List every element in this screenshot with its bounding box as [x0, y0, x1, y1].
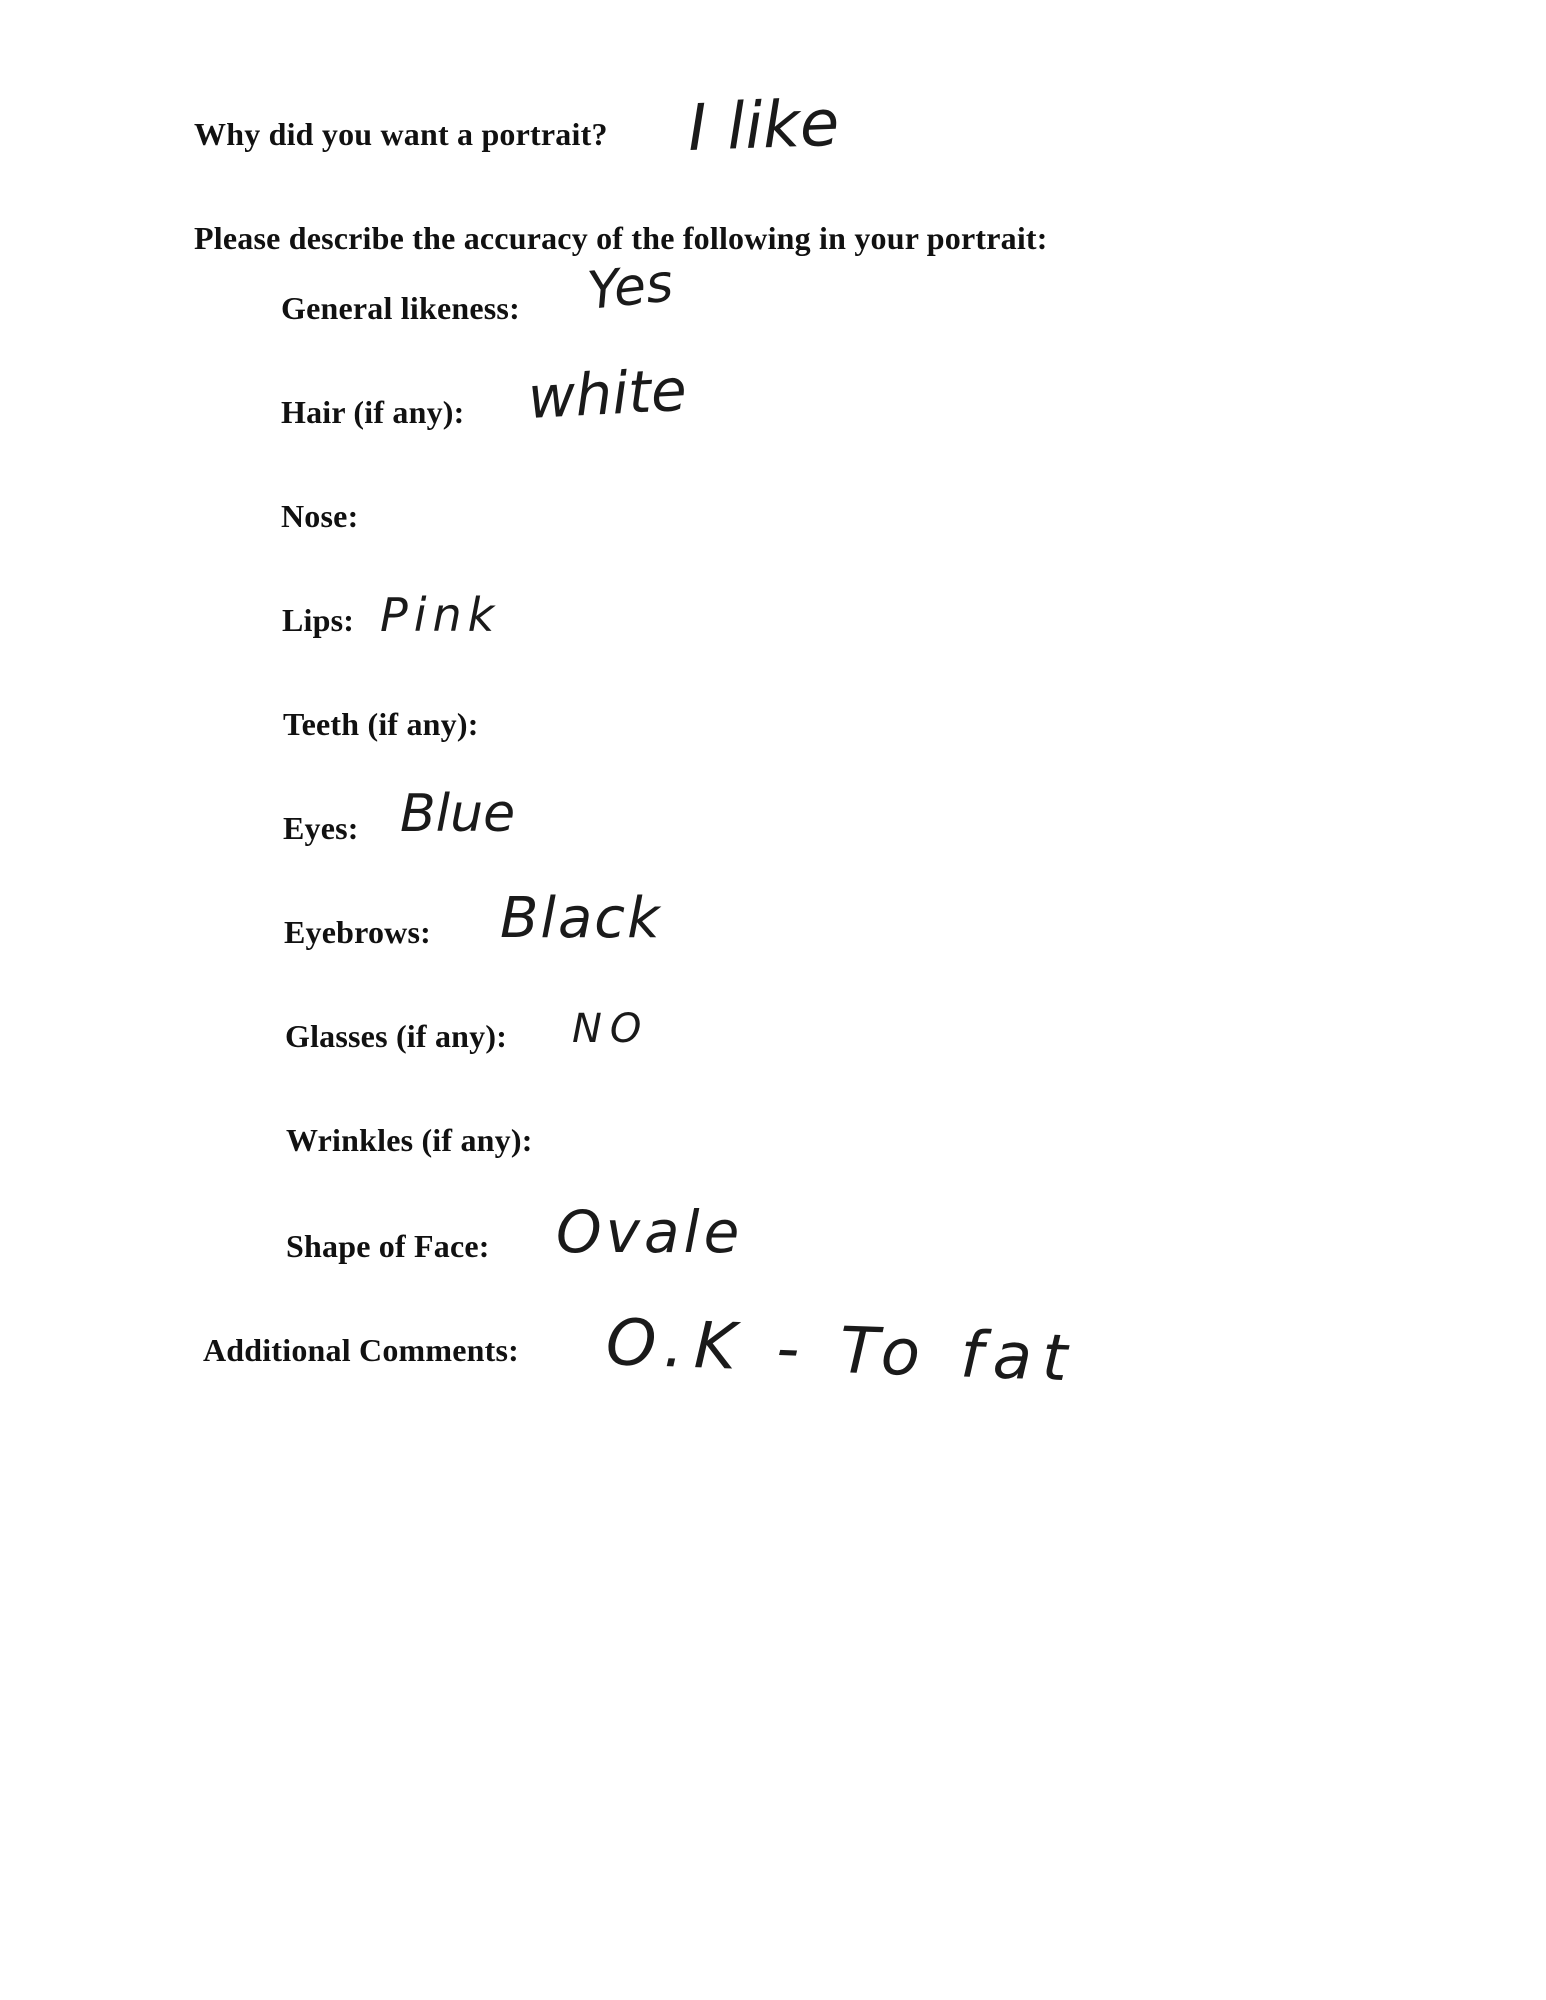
comments-label: Additional Comments:	[203, 1332, 520, 1368]
eyes-label: Eyes:	[283, 810, 359, 846]
eyebrows-label: Eyebrows:	[284, 914, 431, 950]
general-likeness-answer: Yes	[584, 253, 676, 322]
why-portrait-answer: I like	[686, 86, 841, 166]
hair-label: Hair (if any):	[281, 394, 465, 430]
lips-label: Lips:	[282, 602, 355, 638]
why-portrait-label: Why did you want a portrait?	[194, 116, 608, 152]
wrinkles-label: Wrinkles (if any):	[286, 1122, 533, 1158]
nose-label: Nose:	[281, 498, 359, 534]
eyes-answer: Blue	[400, 784, 516, 844]
comments-answer: O.K - To fat	[604, 1306, 1079, 1397]
glasses-label: Glasses (if any):	[285, 1018, 508, 1054]
general-likeness-label: General likeness:	[281, 290, 520, 326]
hair-answer: white	[526, 355, 689, 432]
accuracy-heading: Please describe the accuracy of the following in your portrait:	[194, 220, 1048, 256]
face-shape-label: Shape of Face:	[286, 1228, 490, 1264]
lips-answer: Pink	[380, 588, 501, 642]
face-shape-answer: Ovale	[556, 1198, 744, 1266]
glasses-answer: NO	[572, 1006, 650, 1052]
eyebrows-answer: Black	[500, 886, 662, 951]
teeth-label: Teeth (if any):	[283, 706, 479, 742]
